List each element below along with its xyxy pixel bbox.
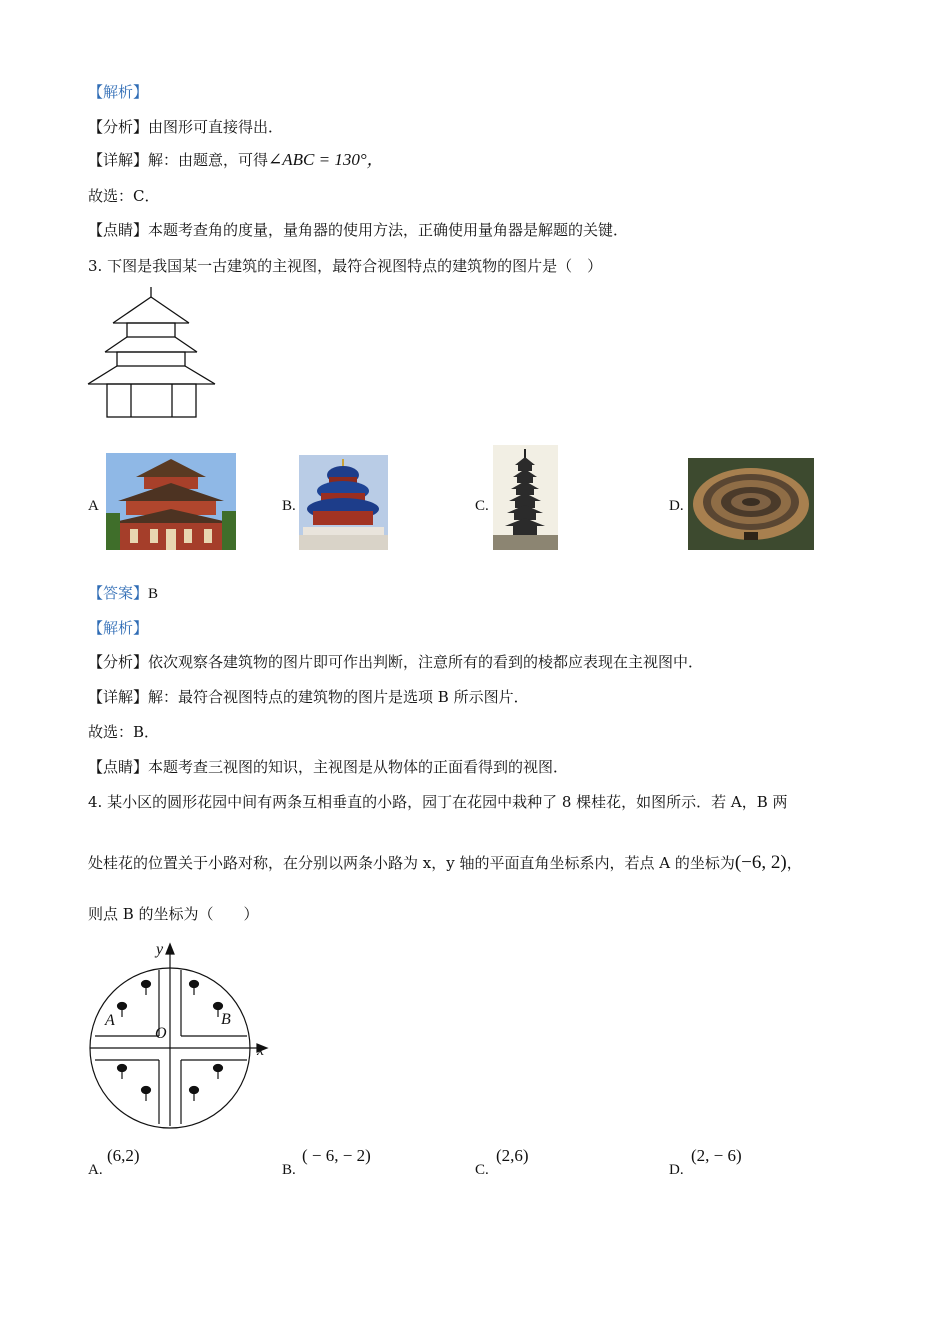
- garden-coordinate-diagram: [85, 938, 275, 1133]
- dianjing-line: 【点睛】本题考查角的度量，量角器的使用方法，正确使用量角器是解题的关键．: [88, 221, 629, 239]
- question-4-line-2: 处桂花的位置关于小路对称，在分别以两条小路为 x，y 轴的平面直角坐标系内，若点 A 的坐标为(−6, 2)，: [88, 852, 802, 873]
- y-axis-label: y: [156, 941, 164, 958]
- dianjing-line-q3: 【点睛】本题考查三视图的知识，主视图是从物体的正面看得到的视图．: [88, 758, 569, 776]
- temple-of-heaven-photo: [299, 455, 388, 550]
- q4-option-a-label: A.: [88, 1162, 103, 1178]
- point-a-label: A: [105, 1012, 115, 1029]
- q4-option-a-value: (6,2): [107, 1146, 140, 1165]
- xiangjie-line: 【详解】解：由题意，可得∠ABC = 130°，: [88, 150, 384, 169]
- answer-b-line: 故选：B．: [88, 723, 160, 741]
- point-b-label: B: [221, 1011, 231, 1028]
- pavilion-tower-photo: [106, 453, 236, 550]
- q4-option-d-value: (2, − 6): [691, 1146, 742, 1165]
- tree-icon: [214, 1065, 223, 1080]
- option-c-label: C.: [475, 498, 489, 514]
- tulou-photo: [688, 458, 814, 550]
- option-b-label: B.: [282, 498, 296, 514]
- xiangjie-line-q3: 【详解】解：最符合视图特点的建筑物的图片是选项 B 所示图片．: [88, 688, 529, 706]
- answer-c-line: 故选：C．: [88, 187, 160, 205]
- q4-option-c-label: C.: [475, 1162, 489, 1178]
- tree-icon: [142, 1087, 151, 1102]
- tree-icon: [142, 981, 151, 996]
- pagoda-photo: [493, 445, 558, 550]
- jiexi-header: 【解析】: [88, 83, 149, 101]
- tree-icon: [190, 1087, 199, 1102]
- q4-option-b-label: B.: [282, 1162, 296, 1178]
- option-d-label: D.: [669, 498, 684, 514]
- origin-label: O: [155, 1025, 167, 1042]
- fenxi-line-q3: 【分析】依次观察各建筑物的图片即可作出判断，注意所有的看到的棱都应表现在主视图中．: [88, 653, 704, 671]
- q4-option-c-value: (2,6): [496, 1146, 529, 1165]
- question-4-line-1: 4. 某小区的圆形花园中间有两条互相垂直的小路，园丁在花园中栽种了 8 棵桂花，如图所示．若 A，B 两: [88, 793, 788, 811]
- q4-option-d-label: D.: [669, 1162, 684, 1178]
- front-view-diagram: [85, 285, 220, 420]
- tree-icon: [118, 1003, 127, 1018]
- question-4-line-3: 则点 B 的坐标为（ ）: [88, 905, 259, 923]
- tree-icon: [118, 1065, 127, 1080]
- option-a-label: A: [88, 498, 99, 514]
- x-axis-label: x: [257, 1042, 265, 1059]
- question-3-text: 3. 下图是我国某一古建筑的主视图，最符合视图特点的建筑物的图片是（ ）: [88, 257, 603, 275]
- fenxi-line: 【分析】由图形可直接得出．: [88, 118, 284, 136]
- tree-icon: [190, 981, 199, 996]
- q4-option-b-value: ( − 6, − 2): [302, 1146, 371, 1165]
- jiexi-header-q3: 【解析】: [88, 619, 149, 637]
- answer-line: 【答案】B: [88, 584, 159, 602]
